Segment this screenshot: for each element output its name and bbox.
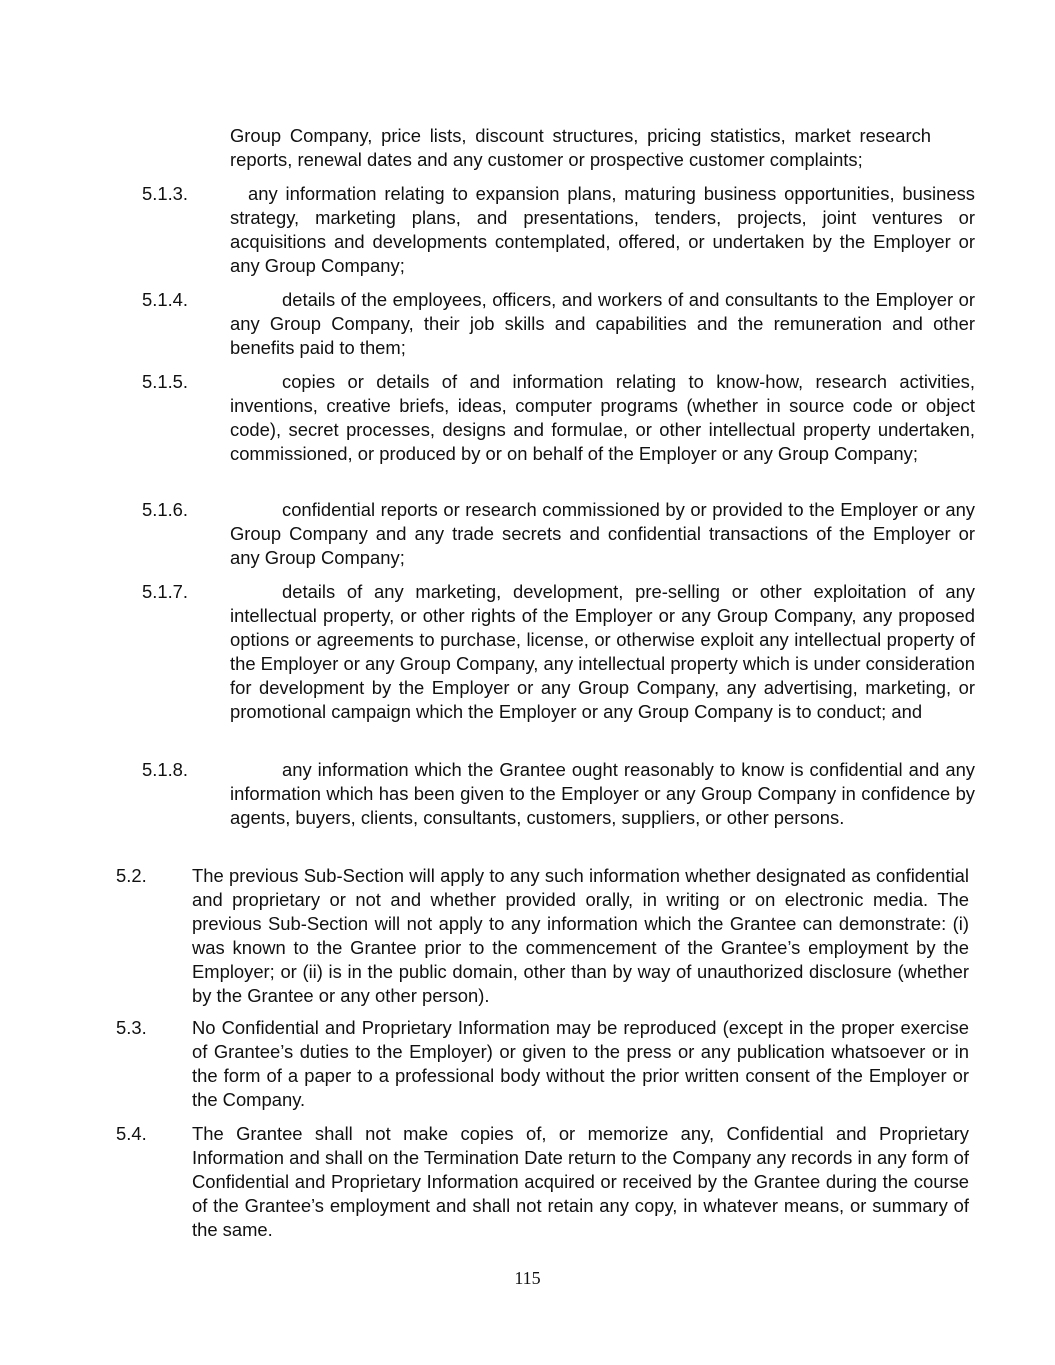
clause-text: confidential reports or research commissioned by or provided to the Employer or any Group Company and any trade secrets and confidential transactions of the Employer or any Group Company; [230, 499, 975, 568]
clause-text: any information which the Grantee ought reasonably to know is confidential and any information which has been given to the Employer or any Group Company in confidence by agents, buyers, clients, consultants, customers, suppliers, or other persons. [230, 759, 975, 828]
clause-text: details of any marketing, development, pre-selling or other exploitation of any intellectual property, or other rights of the Employer or any Group Company, any proposed options or agreements to purchase, license, or otherwise exploit any intellectual property of the Employer or any Group Company, any intellectual property which is under consideration for development by the Employer or any Group Company, any advertising, marketing, or promotional campaign which the Employer or any Group Company is to conduct; and [230, 581, 975, 722]
clause-5-1-4 [142, 288, 975, 360]
clause-5-1-8 [142, 758, 975, 830]
clause-number: 5.1.5. [142, 371, 189, 392]
clause-5-2 [116, 864, 969, 1008]
page-number: 115 [514, 1268, 541, 1288]
continuation-paragraph: Group Company, price lists, discount structures, pricing statistics, market research reports, renewal dates and any customer or prospective customer complaints; [230, 125, 931, 170]
clause-text: The Grantee shall not make copies of, or memorize any, Confidential and Proprietary Information and shall on the Termination Date return to the Company any records in any form of Confidential and Proprietary Information acquired or received by the Grantee during the course of the Grantee’s employment and shall not retain any copy, in whatever means, or summary of the same. [192, 1123, 969, 1240]
clause-5-1-5 [142, 370, 975, 466]
clause-5-3 [116, 1016, 969, 1112]
clause-number: 5.1.7. [142, 581, 189, 602]
clause-number: 5.1.3. [142, 183, 189, 204]
clause-5-1-3 [142, 182, 975, 278]
clause-text: any information relating to expansion plans, maturing business opportunities, business strategy, marketing plans, and presentations, tenders, projects, joint ventures or acquisitions and developments contemplated, offered, or undertaken by the Employer or any Group Company; [230, 183, 975, 276]
clause-number: 5.4. [116, 1123, 147, 1144]
clause-5-1-7 [142, 580, 975, 724]
clause-number: 5.1.4. [142, 289, 189, 310]
clause-5-1-6 [142, 498, 975, 570]
clause-text: details of the employees, officers, and workers of and consultants to the Employer or any Group Company, their job skills and capabilities and the remuneration and other benefits paid to them; [230, 289, 975, 358]
clause-number: 5.2. [116, 865, 147, 886]
clause-number: 5.1.6. [142, 499, 189, 520]
clause-text: No Confidential and Proprietary Information may be reproduced (except in the proper exercise of Grantee’s duties to the Employer) or given to the press or any publication whatsoever or in the form of a paper to a professional body without the prior written consent of the Employer or the Company. [192, 1017, 969, 1110]
clause-text: The previous Sub-Section will apply to any such information whether designated as confidential and proprietary or not and whether provided orally, in writing or on electronic media. The previous Sub-Section will not apply to any information which the Grantee can demonstrate: (i) was known to the Grantee prior to the commencement of the Grantee’s employment by the Employer; or (ii) is in the public domain, other than by way of unauthorized disclosure (whether by the Grantee or any other person). [192, 865, 969, 1006]
clause-text: copies or details of and information relating to know-how, research activities, inventions, creative briefs, ideas, computer programs (whether in source code or object code), secret processes, designs and formulae, or other intellectual property undertaken, commissioned, or produced by or on behalf of the Employer or any Group Company; [230, 371, 975, 464]
clause-5-4 [116, 1122, 969, 1242]
clause-number: 5.3. [116, 1017, 147, 1038]
clause-number: 5.1.8. [142, 759, 189, 780]
